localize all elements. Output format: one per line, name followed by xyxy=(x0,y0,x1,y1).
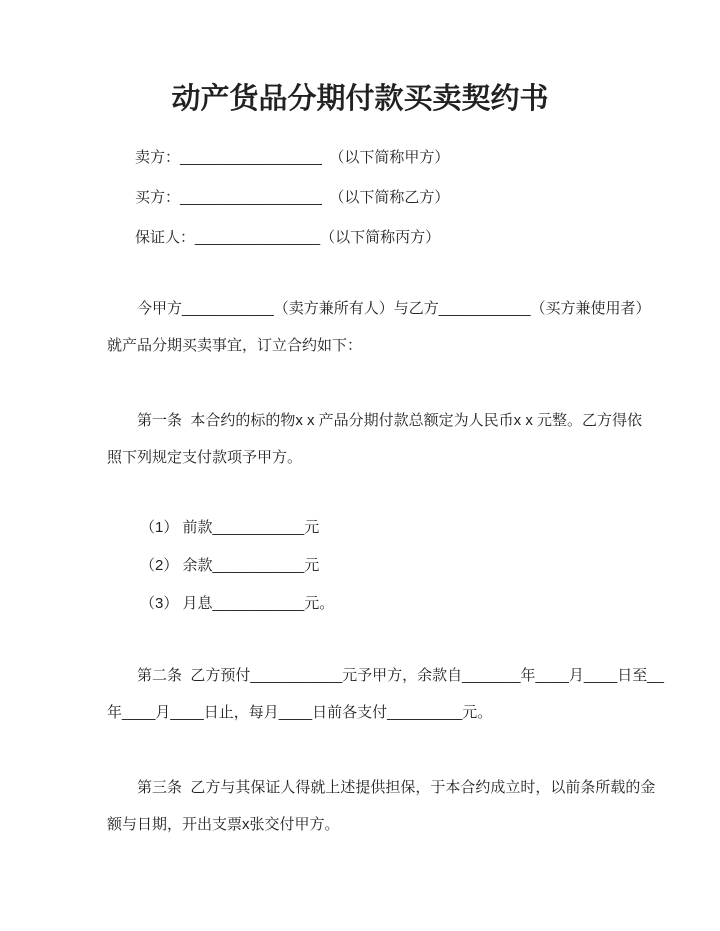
article3-line-1: 第三条 乙方与其保证人得就上述提供担保，于本合约成立时，以前条所载的金 xyxy=(137,779,656,796)
payment-item-2: （2） 余款___________元 xyxy=(140,557,320,574)
payment-item-1: （1） 前款___________元 xyxy=(140,519,320,536)
article3-line-2: 额与日期，开出支票x张交付甲方。 xyxy=(107,816,340,833)
buyer-line: 买方：_________________ （以下简称乙方） xyxy=(135,189,450,206)
article1-line-1: 第一条 本合约的标的物x x 产品分期付款总额定为人民币x x 元整。乙方得依 xyxy=(137,412,643,429)
intro-line-2: 就产品分期买卖事宜，订立合约如下： xyxy=(107,337,363,354)
contract-title: 动产货品分期付款买卖契约书 xyxy=(171,83,549,115)
guarantor-line: 保证人：_______________（以下简称丙方） xyxy=(135,229,441,246)
intro-line-1: 今甲方___________（卖方兼所有人）与乙方___________（买方兼使用者） xyxy=(137,300,651,317)
article2-line-1: 第二条 乙方预付___________元予甲方，余款自_______年____月____日至__ xyxy=(137,667,664,684)
payment-item-3: （3） 月息___________元。 xyxy=(140,595,335,612)
article1-line-2: 照下列规定支付款项予甲方。 xyxy=(107,449,303,466)
seller-line: 卖方：_________________ （以下简称甲方） xyxy=(135,149,450,166)
article2-line-2: 年____月____日止，每月____日前各支付_________元。 xyxy=(107,704,493,721)
